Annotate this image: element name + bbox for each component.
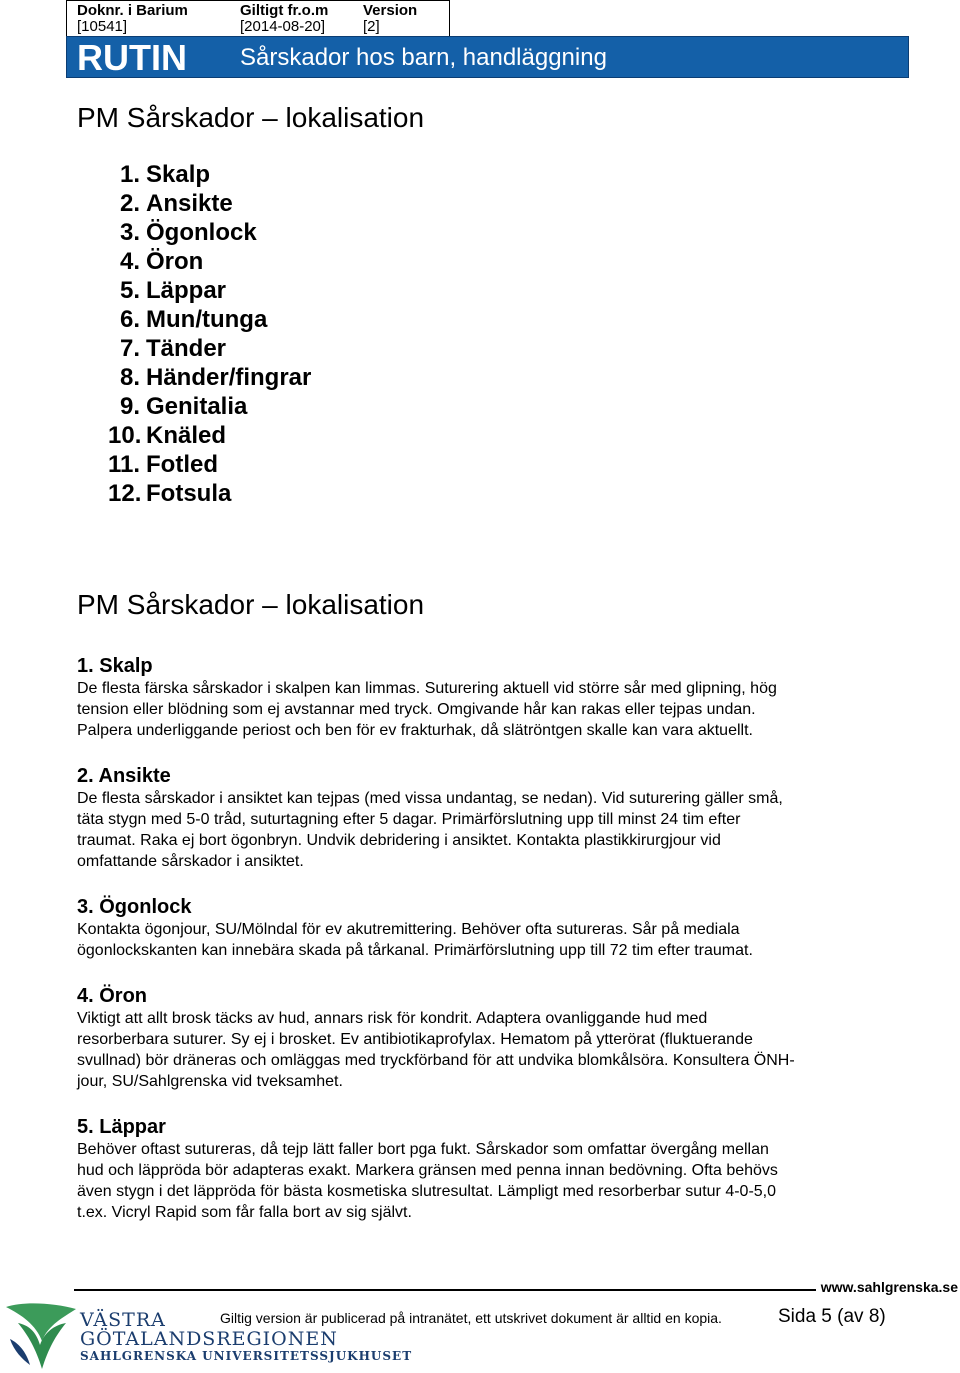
toc-item-number: 4.	[119, 248, 140, 275]
toc-item-number: 1.	[119, 161, 140, 188]
toc-item-label: Ansikte	[146, 190, 233, 217]
section-text-line: hud och läppröda bör adapteras exakt. Markera gränsen med penna innan bedövning. Ofta behövs	[77, 1162, 778, 1179]
document-header-meta	[66, 0, 450, 36]
section-heading: 2. Ansikte	[77, 765, 171, 787]
section-text-line: Palpera underliggande periost och ben för ev frakturhak, då slätröntgen skalle kan vara aktuellt.	[77, 722, 753, 739]
version-value: [2]	[363, 18, 380, 35]
doc-number-value: [10541]	[77, 18, 128, 35]
toc-item-label: Fotled	[146, 451, 218, 478]
toc-item	[108, 421, 311, 450]
toc-item-label: Mun/tunga	[146, 306, 268, 333]
section	[77, 984, 887, 1092]
section-text-line: De flesta färska sårskador i skalpen kan limmas. Suturering aktuell vid större sår med glipning, hög	[77, 680, 777, 697]
version-cell	[363, 3, 417, 35]
section-text-line: täta stygn med 5-0 tråd, suturtagning efter 5 dagar. Primärförslutning upp till minst 24 tim efter	[77, 811, 741, 828]
toc-item-label: Läppar	[146, 277, 227, 304]
section-text-line: även stygn i det läppröda för bästa kosmetiska slutresultat. Lämpligt med resorberbar sutur 4-0-5,0	[77, 1183, 777, 1200]
section-text-line: Kontakta ögonjour, SU/Mölndal för ev akutremittering. Behöver ofta sutureras. Sår på mediala	[77, 921, 740, 938]
section-heading: 4. Öron	[77, 985, 148, 1007]
toc-item-number: 10.	[108, 422, 142, 449]
section-text-line: tension eller blödning som ej avstannar med tryck. Omgivande hår kan rakas eller tejpas undan.	[77, 701, 756, 718]
toc-item	[108, 247, 311, 276]
section-text-line: t.ex. Vicryl Rapid som får falla bort av sig självt.	[77, 1204, 412, 1221]
toc-item	[108, 305, 311, 334]
section-text-line: ögonlockskanten kan innebära skada på tårkanal. Primärförslutning upp till 72 tim efter traumat.	[77, 942, 753, 959]
toc-item	[108, 363, 311, 392]
toc-item-number: 5.	[119, 277, 140, 304]
section-text-line: Viktigt att allt brosk täcks av hud, annars risk för kondrit. Adaptera ovanliggande hud med	[77, 1010, 708, 1027]
section-text-line: omfattande sårskador i ansiktet.	[77, 853, 304, 870]
toc-item-label: Knäled	[146, 422, 227, 449]
vgr-logo-text	[80, 1311, 412, 1364]
section-heading: 1. Skalp	[77, 655, 153, 677]
document-title: Sårskador hos barn, handläggning	[240, 44, 607, 71]
section-text-line: traumat. Raka ej bort ögonbryn. Undvik debridering i ansiktet. Kontakta plastikkirurgjour vid	[77, 832, 721, 849]
valid-from-cell	[240, 3, 328, 35]
logo-line-1: VÄSTRA	[80, 1309, 166, 1331]
toc-item-label: Fotsula	[146, 480, 232, 507]
logo-line-3: SAHLGRENSKA UNIVERSITETSSJUKHUSET	[80, 1349, 413, 1363]
toc-item-label: Öron	[146, 248, 204, 275]
toc-item-number: 12.	[108, 480, 142, 507]
toc-item-label: Genitalia	[146, 393, 248, 420]
logo-line-2: GÖTALANDSREGIONEN	[80, 1328, 338, 1350]
toc-item-label: Skalp	[146, 161, 211, 188]
toc-item-number: 8.	[119, 364, 140, 391]
document-type: RUTIN	[77, 37, 187, 78]
valid-from-value: [2014-08-20]	[240, 18, 326, 35]
page-number: Sida 5 (av 8)	[778, 1306, 886, 1327]
toc-item	[108, 160, 311, 189]
toc-item-number: 9.	[119, 393, 140, 420]
section-text-line: Behöver oftast sutureras, då tejp lätt faller bort pga fukt. Sårskador som omfattar övergång mellan	[77, 1141, 769, 1158]
toc-item-number: 2.	[119, 190, 140, 217]
document-title-band	[66, 36, 909, 78]
toc-item-number: 11.	[108, 451, 141, 478]
footer-note: Giltig version är publicerad på intranätet, ett utskrivet dokument är alltid en kopia.	[220, 1310, 722, 1326]
toc-heading: PM Sårskador – lokalisation	[77, 102, 425, 133]
toc-item	[108, 392, 311, 421]
toc-item	[108, 276, 311, 305]
version-label: Version	[363, 2, 418, 19]
section-text-line: jour, SU/Sahlgrenska vid tveksamhet.	[77, 1073, 343, 1090]
vgr-logo-icon	[4, 1299, 78, 1373]
section-text-line: De flesta sårskador i ansiktet kan tejpas (med vissa undantag, se nedan). Vid suturering gäller små,	[77, 790, 783, 807]
section	[77, 895, 887, 961]
main-heading: PM Sårskador – lokalisation	[77, 589, 425, 620]
toc-item-number: 3.	[119, 219, 140, 246]
toc-item	[108, 450, 311, 479]
toc-item-label: Tänder	[146, 335, 227, 362]
section-heading: 3. Ögonlock	[77, 896, 192, 918]
toc-item	[108, 218, 311, 247]
section	[77, 764, 887, 872]
section	[77, 654, 887, 741]
sections	[77, 654, 887, 1223]
doc-number-label: Doknr. i Barium	[77, 2, 188, 19]
section	[77, 1115, 887, 1223]
valid-from-label: Giltigt fr.o.m	[240, 2, 329, 19]
footer-rule	[74, 1289, 816, 1291]
toc-item-label: Ögonlock	[146, 219, 257, 246]
toc-item-label: Händer/fingrar	[146, 364, 312, 391]
section-text-line: resorberbara suturer. Sy ej i brosket. Ev antibiotikaprofylax. Hematom på ytterörat (fluktuerande	[77, 1031, 753, 1048]
doc-number-cell	[77, 3, 188, 35]
toc-item	[108, 479, 311, 508]
toc-item	[108, 189, 311, 218]
toc-item-number: 6.	[119, 306, 140, 333]
section-text-line: svullnad) bör dräneras och omläggas med tryckförband för att undvika blomkålsöra. Konsultera ÖNH-	[77, 1052, 795, 1069]
toc-list	[108, 160, 311, 508]
section-heading: 5. Läppar	[77, 1116, 166, 1138]
footer-url: www.sahlgrenska.se	[820, 1279, 958, 1295]
toc-item-number: 7.	[119, 335, 140, 362]
toc-item	[108, 334, 311, 363]
